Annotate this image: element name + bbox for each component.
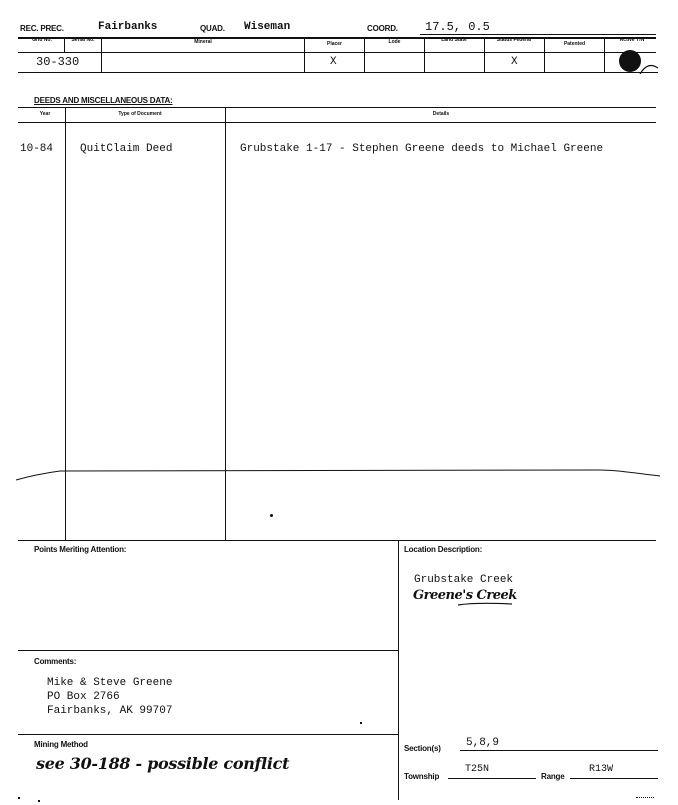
quad-label: QUAD. [200, 24, 225, 33]
claim-col-divider [424, 38, 425, 72]
deeds-header-rule [18, 122, 656, 123]
col-active: Active Y/N [619, 37, 645, 43]
col-patented: Patented [563, 41, 586, 47]
points-label: Points Meriting Attention: [34, 545, 127, 554]
claim-table-top-rule [18, 37, 656, 39]
comments-top-rule [18, 650, 398, 651]
col-placer: Placer [326, 41, 342, 47]
placer-mark: X [330, 56, 337, 68]
location-label: Location Description: [404, 545, 483, 554]
claim-table-bottom-rule [18, 72, 658, 73]
claim-col-divider [604, 38, 605, 72]
deeds-section-title: DEEDS AND MISCELLANEOUS DATA: [34, 96, 173, 105]
claim-table-header-rule [18, 52, 656, 53]
comment-line: Fairbanks, AK 99707 [47, 705, 173, 717]
coord-underline [420, 34, 656, 35]
col-mineral: Mineral [194, 39, 212, 45]
range-value: R13W [589, 764, 614, 775]
comment-line: Mike & Steve Greene [47, 677, 173, 689]
deed-details: Grubstake 1-17 - Stephen Greene deeds to Michael Greene [240, 143, 604, 155]
coord-label: COORD. [367, 24, 398, 33]
col-grid-no: Grid No. [32, 37, 52, 43]
col-land-state: Land State [441, 37, 467, 43]
rec-prec-label: REC. PREC. [20, 24, 64, 33]
location-handwritten: Greene's Creek [413, 588, 517, 603]
township-underline [448, 778, 536, 779]
deeds-top-rule [18, 107, 656, 108]
township-value: T25N [465, 764, 490, 775]
deeds-col-year: Year [39, 111, 51, 117]
ink-dot [38, 800, 40, 802]
comments-label: Comments: [34, 657, 77, 666]
grid-no-value: 30-330 [36, 55, 80, 69]
mining-method-handwritten: see 30-188 - possible conflict [36, 754, 290, 773]
rec-prec-value: Fairbanks [98, 21, 158, 33]
comment-line: PO Box 2766 [47, 691, 120, 703]
coord-value: 17.5, 0.5 [425, 20, 490, 34]
section-underline [460, 750, 658, 751]
deeds-col-details: Details [432, 111, 450, 117]
mining-method-label: Mining Method [34, 740, 88, 749]
fold-crease-line [0, 462, 678, 488]
quad-value: Wiseman [244, 21, 291, 33]
deeds-col-type: Type of Document [118, 111, 162, 117]
claim-col-divider [64, 38, 65, 53]
range-underline [570, 778, 658, 779]
ink-dot [360, 722, 362, 724]
ink-dot [270, 514, 273, 517]
handwritten-underline [456, 600, 516, 608]
mining-method-top-rule [18, 734, 398, 735]
section-label: Section(s) [404, 744, 441, 753]
status-federal-mark: X [511, 56, 518, 68]
col-serial-no: Serial No. [71, 37, 95, 43]
deed-year: 10-84 [20, 143, 54, 155]
stray-pen-mark [638, 62, 662, 78]
corner-mark [636, 797, 654, 798]
col-lode: Lode [388, 39, 401, 45]
deed-type: QuitClaim Deed [80, 143, 173, 155]
section-value: 5,8,9 [466, 737, 500, 749]
claim-col-divider [484, 38, 485, 72]
col-status-federal: Status Federal [496, 37, 532, 43]
lower-section-divider [398, 540, 399, 800]
township-label: Township [404, 772, 440, 781]
ink-dot [18, 797, 20, 799]
location-typed: Grubstake Creek [414, 574, 514, 586]
range-label: Range [541, 772, 565, 781]
lower-section-top-rule [18, 540, 656, 541]
